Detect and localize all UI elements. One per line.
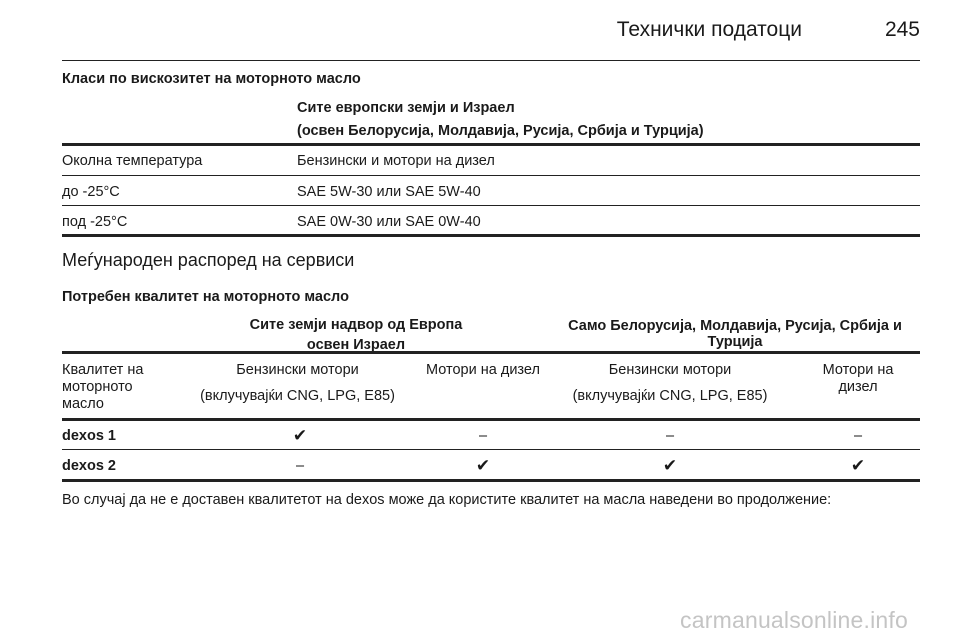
table1-row2-temp: под -25°C <box>62 214 128 230</box>
table2-group-outside-europe: Сите земји надвор од Европа освен Израел <box>249 317 463 353</box>
table2-col-diesel-1: Мотори на дизел <box>426 362 540 378</box>
table2-group-selected-countries: Само Белорусија, Молдавија, Русија, Србија и Турција <box>568 318 902 350</box>
table2-row1-petrol-1: ✔ <box>292 426 308 445</box>
table1-row-divider <box>62 205 920 206</box>
table2-row1-label: dexos 1 <box>62 428 116 444</box>
page-number: 245 <box>884 18 920 41</box>
table2-caption: Потребен квалитет на моторното масло <box>62 289 349 305</box>
table1-header-line1: Сите европски земји и Израел <box>297 100 515 116</box>
table2-header-rule <box>62 351 920 354</box>
table1-col-temperature: Околна температура <box>62 153 203 169</box>
table2-bottom-rule <box>62 479 920 482</box>
table1-row1-temp: до -25°C <box>62 184 120 200</box>
header-divider <box>62 60 920 61</box>
table2-row2-petrol-1: – <box>295 458 305 474</box>
table2-col-petrol-1-note: (вклучувајќи CNG, LPG, E85) <box>200 388 395 404</box>
table2-col-oil-quality: Квалитет на моторното масло <box>62 362 144 412</box>
section-title: Меѓународен распоред на сервиси <box>62 250 355 270</box>
table2-col-petrol-1: Бензински мотори <box>236 362 359 378</box>
page-header-title: Технички податоци <box>616 18 802 41</box>
table1-col-engines: Бензински и мотори на дизел <box>297 153 495 169</box>
table1-row-divider <box>62 175 920 176</box>
table1-row2-oil: SAE 0W-30 или SAE 0W-40 <box>297 214 481 230</box>
table2-row1-diesel-1: – <box>478 428 488 444</box>
table1-row1-oil: SAE 5W-30 или SAE 5W-40 <box>297 184 481 200</box>
table2-row1-diesel-2: – <box>853 428 863 444</box>
table1-header-rule <box>62 143 920 146</box>
table1-caption: Класи по вискозитет на моторното масло <box>62 71 361 87</box>
table2-col-petrol-2: Бензински мотори <box>608 362 732 378</box>
site-watermark: carmanualsonline.info <box>680 607 908 633</box>
table1-bottom-rule <box>62 234 920 237</box>
table2-col-petrol-2-note: (вклучувајќи CNG, LPG, E85) <box>572 388 768 404</box>
table2-col-diesel-2: Мотори на дизел <box>822 362 894 395</box>
table2-subheader-rule <box>62 418 920 421</box>
table2-row2-diesel-2: ✔ <box>850 456 866 475</box>
table2-row2-label: dexos 2 <box>62 458 116 474</box>
table2-row2-petrol-2: ✔ <box>662 456 678 475</box>
table2-row1-petrol-2: – <box>665 428 675 444</box>
table2-row2-diesel-1: ✔ <box>475 456 491 475</box>
table2-row-divider <box>62 449 920 450</box>
footnote-text: Во случај да не е доставен квалитетот на dexos може да користите квалитет на масла наведени во продолжение: <box>62 492 832 508</box>
table1-header-line2: (освен Белорусија, Молдавија, Русија, Србија и Турција) <box>297 123 704 139</box>
